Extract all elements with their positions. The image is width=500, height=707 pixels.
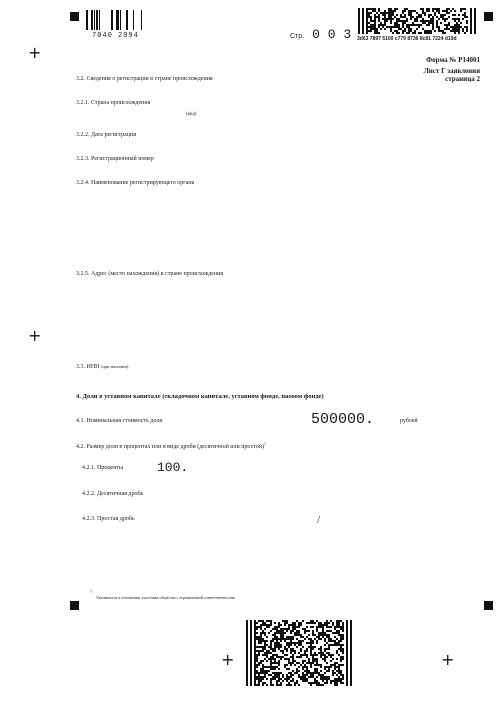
footnote-ref: 1 bbox=[264, 441, 266, 446]
fraction-slash: / bbox=[317, 514, 321, 526]
marker-square-top-right bbox=[484, 12, 493, 21]
section-4-2-label bbox=[76, 441, 266, 450]
country-code-caption: (код) bbox=[186, 112, 197, 117]
marker-square-bottom-left bbox=[70, 601, 79, 610]
2d-barcode bbox=[358, 8, 478, 34]
footnote-mark: 1 bbox=[90, 588, 92, 594]
percent-value: 100. bbox=[157, 460, 189, 475]
crosshair-mark-bottom-right: + bbox=[441, 650, 455, 669]
crosshair-mark-middle: + bbox=[28, 326, 42, 345]
form-page: страница 2 bbox=[445, 75, 480, 83]
barcode-number: 7040 2094 bbox=[92, 32, 139, 40]
section-3-2-3-label: 3.2.3. Регистрационный номер bbox=[76, 156, 154, 162]
nominal-value: 500000. bbox=[311, 411, 375, 428]
section-3-2-heading: 3.2. Сведения о регистрации в стране происхождения bbox=[76, 76, 213, 82]
linear-barcode bbox=[86, 10, 146, 30]
crosshair-mark-top: + bbox=[28, 43, 42, 62]
inn-note: (при наличии) bbox=[101, 364, 129, 369]
page-number: 0 0 3 bbox=[312, 27, 352, 42]
section-3-2-4-label: 3.2.4. Наименование регистрирующего органа bbox=[76, 180, 195, 186]
code-numbers: 3d63 7897 5100 c779 8736 8c81 7224 d19d bbox=[357, 36, 457, 42]
section-4-heading: 4. Доли в уставном капитале (складочном капитале, уставном фонде, паевом фонде) bbox=[76, 393, 324, 400]
share-size-label: 4.2. Размер доли в процентах или в виде дроби (десятичной или простой) bbox=[76, 444, 264, 450]
section-3-2-1-label: 3.2.1. Страна происхождения bbox=[76, 100, 151, 106]
section-3-3-label bbox=[76, 364, 128, 370]
page-number-field bbox=[290, 25, 351, 43]
form-sheet: Лист Г заявления bbox=[423, 67, 480, 75]
crosshair-mark-bottom-left: + bbox=[221, 650, 235, 669]
section-4-2-3-label: 4.2.3. Простая дробь bbox=[82, 516, 135, 522]
2d-barcode-bottom bbox=[246, 620, 354, 686]
section-4-1-label: 4.1. Номинальная стоимость доли bbox=[76, 418, 163, 424]
form-name: Форма № Р14001 bbox=[426, 56, 480, 64]
marker-square-top-left bbox=[70, 12, 79, 21]
section-4-2-2-label: 4.2.2. Десятичная дробь bbox=[82, 491, 144, 497]
section-3-2-2-label: 3.2.2. Дата регистрации bbox=[76, 132, 137, 138]
page-label: Стр. bbox=[290, 33, 305, 40]
inn-label: 3.3. ИНН bbox=[76, 364, 100, 370]
footnote-text: Указывается в отношении участника общества с ограниченной ответственностью bbox=[96, 595, 236, 600]
section-4-2-1-label: 4.2.1. Проценты bbox=[82, 465, 124, 471]
currency-unit: рублей bbox=[400, 418, 418, 424]
marker-square-bottom-right bbox=[484, 601, 493, 610]
section-3-2-5-label: 3.2.5. Адрес (место нахождения) в стране происхождения bbox=[76, 271, 224, 277]
footnote bbox=[90, 586, 235, 604]
